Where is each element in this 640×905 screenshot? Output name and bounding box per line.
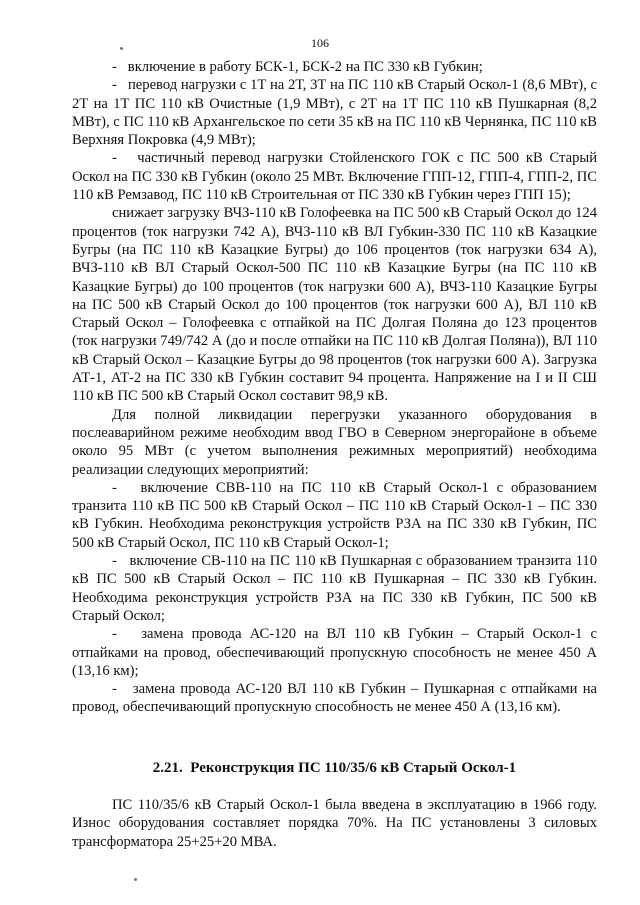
- paragraph: ПС 110/35/6 кВ Старый Оскол-1 была введена в эксплуатацию в 1966 году. Износ оборудования составляет порядка 70%. На ПС установлены 3 силовых трансформатора 25+25+20 МВА.: [72, 797, 597, 850]
- scan-speck: [134, 878, 137, 881]
- list-item: - включение в работу БСК-1, БСК-2 на ПС 330 кВ Губкин;: [112, 59, 483, 75]
- paragraph: Для полной ликвидации перегрузки указанного оборудования в послеаварийном режиме необходим ввод ГВО в Северном энергорайоне в объеме около 95 МВт (с учетом выполнения режимных мероприятий) необходима реализации следующих мероприятий:: [72, 406, 597, 478]
- section-body: [72, 796, 597, 851]
- document-body: [72, 58, 597, 717]
- list-item: - перевод нагрузки с 1Т на 2Т, 3Т на ПС 110 кВ Старый Оскол-1 (8,6 МВт), с 2Т на 1Т ПС 110 кВ Очистные (1,9 МВт), с 2Т на 1Т ПС 110 кВ Пушкарная (8,2 МВт), с ПС 110 кВ Архангельское по сети 35 кВ на ПС 110 кВ Чернянка, ПС 110 кВ Верхняя Покровка (4,9 МВт);: [72, 77, 597, 149]
- paragraph: снижает загрузку ВЧЗ-110 кВ Голофеевка на ПС 500 кВ Старый Оскол до 124 процентов (ток нагрузки 742 А), ВЧЗ-110 кВ ВЛ Губкин-330 ПС 110 кВ Казацкие Бугры (на ПС 110 кВ Казацкие Бугры) до 106 процентов (ток нагрузки 634 А), ВЧЗ-110 кВ ВЛ Старый Оскол-500 ПС 110 кВ Казацкие Бугры (на ПС 110 кВ Казацкие Бугры) до 100 процентов (ток нагрузки 600 А), ВЧЗ-110 Казацкие Бугры на ПС 500 кВ Старый Оскол до 100 процентов (ток нагрузки 600 А), ВЛ 110 кВ Старый Оскол – Голофеевка с отпайкой на ПС Долгая Поляна до 123 процентов (ток нагрузки 749/742 А (до и после отпайки на ПС 110 кВ Долгая Поляна)), ВЛ 110 кВ Старый Оскол – Казацкие Бугры до 98 процентов (ток нагрузки 600 А). Загрузка АТ-1, АТ-2 на ПС 330 кВ Губкин составит 94 процента. Напряжение на I и II СШ 110 кВ ПС 500 кВ Старый Оскол составит 98,9 кВ.: [72, 205, 597, 405]
- list-item: - замена провода АС-120 на ВЛ 110 кВ Губкин – Старый Оскол-1 с отпайками на провод, обеспечивающий пропускную способность не менее 450 А (13,16 км);: [72, 626, 597, 679]
- list-item: - замена провода АС-120 ВЛ 110 кВ Губкин – Пушкарная с отпайками на провод, обеспечивающий пропускную способность не менее 450 А (13,16 км).: [72, 681, 597, 716]
- page-number: 106: [311, 36, 329, 50]
- section-heading: 2.21. Реконструкция ПС 110/35/6 кВ Старый Оскол-1: [152, 760, 517, 776]
- list-item: - включение СВ-110 на ПС 110 кВ Пушкарная с образованием транзита 110 кВ ПС 500 кВ Старый Оскол – ПС 110 кВ Пушкарная – ПС 330 кВ Губкин. Необходима реконструкция устройств РЗА на ПС 330 кВ Губкин, ПС 500 кВ Старый Оскол;: [72, 553, 597, 624]
- list-item: - частичный перевод нагрузки Стойленского ГОК с ПС 500 кВ Старый Оскол на ПС 330 кВ Губкин (около 25 МВт. Включение ГПП-12, ГПП-4, ГПП-2, ПС 110 кВ Ремзавод, ПС 110 кВ Строительная от ПС 330 кВ Губкин через ГПП 15);: [72, 150, 597, 204]
- list-item: - включение СВВ-110 на ПС 110 кВ Старый Оскол-1 с образованием транзита 110 кВ ПС 500 кВ Старый Оскол – ПС 110 кВ Старый Оскол-1 – ПС 330 кВ Губкин. Необходима реконструкция устройств РЗА на ПС 330 кВ Губкин, ПС 500 кВ Старый Оскол, ПС 110 кВ Старый Оскол-1;: [72, 479, 597, 551]
